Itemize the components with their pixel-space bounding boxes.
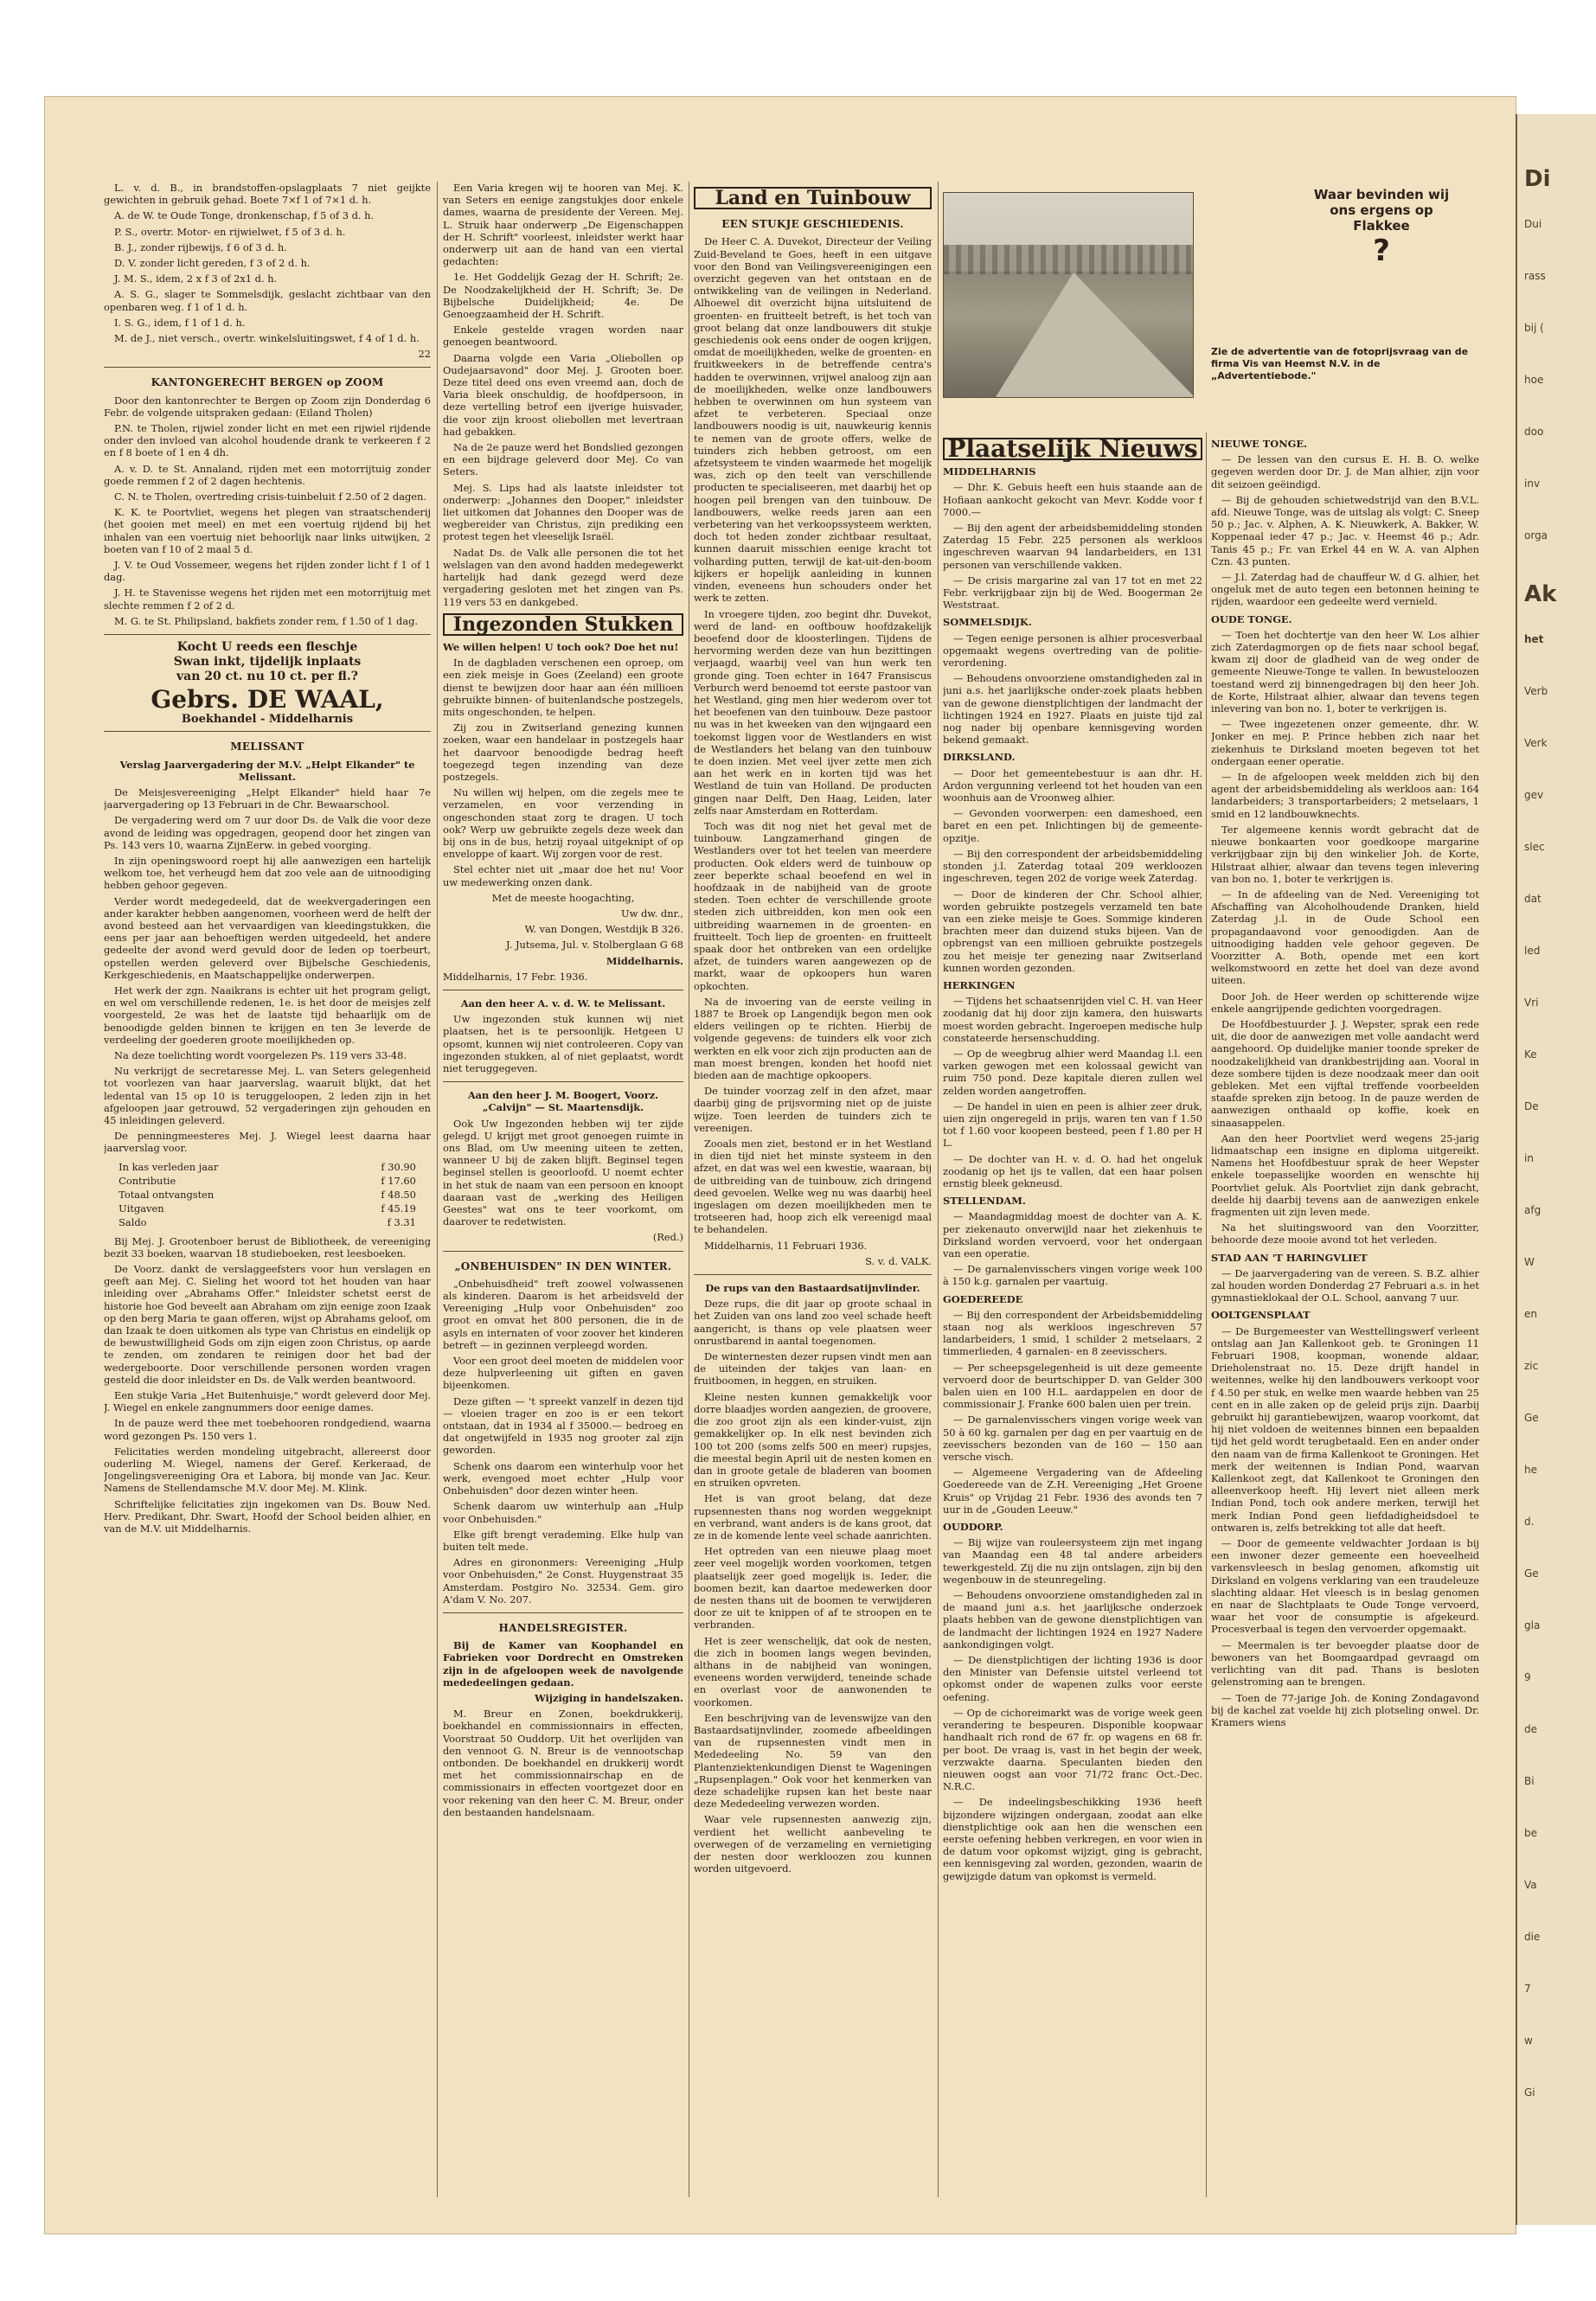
help-letter [443, 657, 683, 888]
edge-text-fragment: gla [1524, 1619, 1541, 1631]
edge-text-fragment: en [1524, 1308, 1537, 1320]
melissant-paragraph: Bij Mej. J. Grootenboer berust de Bibliotheek, de vereeniging bezit 33 boeken, waarvan 18 studieboeken, rest leesboeken. [104, 1234, 431, 1259]
melissant-paragraph: In zijn openingswoord roept hij alle aanwezigen een hartelijk welkom toe, het verheugd hem dat zoo vele aan de uitnoodiging hebben gehoor gegeven. [104, 854, 431, 892]
edge-text-fragment: zic [1524, 1360, 1539, 1372]
news-item: — De handel in uien en peen is alhier zeer druk, uien zijn ongeregeld in prijs, waren ten van f 1.50 tot f 1.60 voor koopeen besteed, peen f 1.80 per H L. [943, 1099, 1202, 1150]
edge-text-fragment: slec [1524, 841, 1545, 853]
edge-text-fragment: Di [1524, 166, 1551, 192]
court-ruling: B. J., zonder rijbewijs, f 6 of 3 d. h. [114, 240, 287, 253]
news-item: — Gevonden voorwerpen: een dameshoed, een baret en een pet. Inlichtingen bij de gemeente-opzitje. [943, 807, 1202, 844]
news-item: — Maandagmiddag moest de dochter van A. K. per ziekenauto onverwijld naar het ziekenhuis te Dirksland worden vervoerd, voor het ondergaan van een operatie. [943, 1210, 1202, 1259]
letter-signature: J. Jutsema, Jul. v. Stolberglaan G 68 [506, 939, 683, 952]
edge-text-fragment: hoe [1524, 374, 1544, 386]
edge-text-fragment: doo [1524, 426, 1544, 438]
finance-row [117, 1215, 418, 1229]
edge-text-fragment: orga [1524, 529, 1548, 542]
edge-text-fragment: afg [1524, 1204, 1542, 1216]
edge-text-fragment: Vri [1524, 997, 1539, 1009]
editor-signature: (Red.) [652, 1231, 683, 1244]
finance-label: In kas verleden jaar [119, 1160, 219, 1173]
tree-line [944, 245, 1193, 274]
court-rulings-list [104, 182, 431, 344]
court-ruling: J. M. S., idem, 2 x f 3 of 2x1 d. h. [114, 272, 278, 285]
finance-value: f 17.60 [381, 1174, 416, 1187]
edge-text-fragment: 9 [1524, 1671, 1531, 1683]
edge-text-fragment: De [1524, 1100, 1539, 1112]
town-heading: OUDE TONGE. [1211, 612, 1292, 625]
finance-value: f 30.90 [381, 1160, 416, 1173]
edge-text-fragment: gev [1524, 789, 1544, 801]
ink-advertisement [104, 634, 431, 732]
letter-paragraph: Nu willen wij helpen, om die zegels mee te verzamelen, en voor verzending in ongeschonden staat zorg te dragen. U toch ook? Werp uw gebruikte zegels deze week dan bij ons in de bus, hetzij royaal uitgeknipt of op enveloppe of kaart. Wij zorgen voor de rest. [443, 786, 683, 861]
edge-text-fragment: die [1524, 1931, 1541, 1943]
news-item: — Bij wijze van rouleersysteem zijn met ingang van Maandag een 48 tal andere arbeiders tewerkgesteld. Zij die nu zijn ontslagen, zijn bij den wegenbouw in de steunregeling. [943, 1536, 1202, 1586]
divider [443, 1081, 683, 1082]
article-paragraph: Schenk ons daarom een winterhulp voor het werk, evengoed moet echter „Hulp voor Onbehuisden" door dezen winter heen. [443, 1459, 683, 1497]
melissant-paragraph: Een stukje Varia „Het Buitenhuisje," wordt geleverd door Mej. J. Wiegel en enkele zangnummers door eenige dames. [104, 1389, 431, 1414]
court-ruling: M. de J., niet versch., overtr. winkelsluitingswet, f 4 of 1 d. h. [114, 332, 420, 345]
edge-text-fragment: Va [1524, 1879, 1537, 1891]
edge-text-fragment: d. [1524, 1516, 1535, 1528]
finance-row [117, 1202, 418, 1215]
article-paragraph: Adres en girononmers: Vereeniging „Hulp voor Onbehuisden," 2e Const. Huygenstraat 35 Amsterdam. Postgiro No. 32534. Gem. giro A'dam V. No. 207. [443, 1556, 683, 1606]
news-item: — De dienstplichtigen der lichting 1936 is door den Minister van Defensie uitstel verleend tot opkomst onder de wapenen zulks voor eerste oefening. [943, 1654, 1202, 1703]
edge-text-fragment: led [1524, 945, 1541, 957]
article-paragraph: In vroegere tijden, zoo begint dhr. Duvekot, werd de land- en ooftbouw hoofdzakelijk beoefend door de kloosterlingen. Tijdens de hervorming werden deze van hun bezittingen verjaagd, waarbij veel van hun werk ten gronde ging. Toen echter in 1647 Fransiscus Verburch werd benoemd tot eerste pastoor van het Westland, ging men hier wederom over tot het beoefenen van den tuinbouw. Deze pastoor nu was in het kweeken van den wijngaard een toekomst liggen voor de Westlanders en wist de Westlanders het belang van den tuinbouw te doen inzien. Met veel ijver zette men zich aan het werk en in korten tijd was het Westland de tuin van Holland. De producten gingen naar Delft, Den Haag, Leiden, later zelfs naar Amsterdam en Rotterdam. [694, 607, 932, 817]
article-paragraph: Kleine nesten kunnen gemakkelijk voor dorre blaadjes worden aangezien, de groovere, die zoo groot zijn als een kinder-vuist, zijn gemakkelijker op. In elk nest bevinden zich 100 tot 200 (soms zelfs 500 en meer) rupsjes, die meestal begin April uit de nesten komen en dan in groote getale de bladeren van boomen en struiken opvreten. [694, 1390, 932, 1490]
news-item: — Bij den correspondent der Arbeidsbemiddeling staan nog als werkloos ingeschreven 57 landarbeiders, 1 smid, 1 schilder 2 metselaars, 2 timmerlieden, 4 garnalen- en 8 zeevisschers. [943, 1308, 1202, 1358]
news-item: — De garnalenvisschers vingen vorige week van 50 à 60 kg. garnalen per dag en per vaartuig en de zeevisschers bezonden van de 160 — 150 aan versche visch. [943, 1413, 1202, 1464]
local-news-sections [943, 465, 1202, 1882]
melissant-paragraph: Verder wordt medegedeeld, dat de weekvergaderingen een ander karakter hebben aangenomen, voorheen werd de helft der avond besteed aan het vervaardigen van kleedingstukken, die eens per jaar aan behoeftigen werden uitgedeeld, het andere gedeelte der avond werd gevuld door de leden op toerbeurt, opstellen werden geleverd over Bijbelsche Geschiedenis, Kerkgeschiedenis, en Maatschappelijke onderwerpen. [104, 894, 431, 981]
divider [443, 1251, 683, 1252]
article-paragraph: De tuinder voorzag zelf in den afzet, maar daarbij ging de prijsvorming niet op de juiste wijze. Toen leerden de tuinders zich te vereenigen. [694, 1085, 932, 1134]
reply-text: Ook Uw Ingezonden hebben wij ter zijde gelegd. U krijgt met groot genoegen ruimte in ons Blad, om Uw meening uiteen te zetten, wanneer U bij de zaken blijft. Beginsel tegen beginsel stellen is geoorloofd. U noemt echter in het stuk de naam van een persoon en knoopt daaraan vast de „werking des Heiligen Geestes" wat ons te teer voorkomt, om daarover te redetwisten. [443, 1117, 683, 1228]
article-paragraph: 1e. Het Goddelijk Gezag der H. Schrift; 2e. De Noodzakelijkheid der H. Schrift; 3e. De Bijbelsche Duidelijkheid; 4e. De Genoegzaamheid der H. Schrift. [443, 271, 683, 321]
edge-text-fragment: Gi [1524, 2086, 1535, 2099]
land-tuinbouw-heading: Land en Tuinbouw [694, 187, 932, 209]
news-item: — De Burgemeester van Westtellingswerf verleent ontslag aan Jan Kallenkoot geb. te Groningen 11 Februari 1908, koopman, wonende aldaar, Drieholenstraat no. 15. Deze drijft handel in weitennes, welke hij den landbouwers verkoopt voor f 4.50 per stuk, en welke men waarde hebben van 25 cent en in alle zaken op de geleid prijs zijn. Daarbij gebruikt hij garantiebewijzen, waarop voorkomt, dat hij niet voldoen de weitennes binnen een bepaalden tijd het geld wordt terugbetaald. Een en ander onder den naam van de firma Kallenkoot te Groningen. Het merk der weitennen is Indian Pond, waarvan Kallenkoot zegt, dat Kallenkoot te Groningen den alleenverkoop heeft. Hij levert niet alleen merk Indian Pond, toch ook andere merken, terwijl het merk Indian Pond geen liefdadigheidsdoel te ontwaren is, zelfs betrekking tot alle dat heeft. [1211, 1324, 1479, 1534]
ingezonden-heading: Ingezonden Stukken [443, 613, 683, 636]
letter-date: Middelharnis, 17 Febr. 1936. [443, 970, 588, 983]
article-paragraph: De winternesten dezer rupsen vindt men aan de uiteinden der takjes van laan- en fruitboomen, in heggen, en struiken. [694, 1350, 932, 1388]
melissant-article [104, 786, 431, 1155]
article-paragraph: Het is van groot belang, dat deze rupsennesten thans nog worden weggeknipt en verbrand, want anders is de kans groot, dat ze in de komende lente veel schade aanrichten. [694, 1492, 932, 1541]
melissant-article-cont [104, 1235, 431, 1535]
news-item: — Toen het dochtertje van den heer W. Los alhier zich Zaterdagmorgen op de fiets naar school begaf, kwam zij door de gladheid van de weg onder de gemeente Nieuwe-Tonge te vallen. In bewusteloozen toestand werd zij binnengedragen bij den heer Joh. de Korte, Hilstraat alhier, alwaar dan tevens tegen inlevering van bon no. 1, boter te verkrijgen is. [1211, 628, 1479, 715]
column-5 [1211, 433, 1479, 2197]
question-line: Flakkee [1353, 218, 1410, 234]
column-2 [443, 182, 683, 2197]
melissant-paragraph: De penningmeesteres Mej. J. Wiegel leest daarna haar jaarverslag voor. [104, 1130, 431, 1155]
town-heading: OOLTGENSPLAAT [1211, 1309, 1311, 1322]
news-item: Ter algemeene kennis wordt gebracht dat de nieuwe bonkaarten voor goedkoope margarine verkrijgbaar zijn bij den winkelier Joh. de Korte, Hilstraat alhier, alwaar dan tevens tegen inlevering van bon no. 1, boter te verkrijgen is. [1211, 823, 1479, 885]
town-heading: DIRKSLAND. [943, 751, 1016, 764]
photo-caption: Zie de advertentie van de fotoprijsvraag van de firma Vis van Heemst N.V. in de „Advertentiebode." [1211, 346, 1469, 381]
article-paragraph: Schenk daarom uw winterhulp aan „Hulp voor Onbehuisden." [443, 1500, 683, 1525]
rups-heading: De rups van den Bastaardsatijnvlinder. [705, 1282, 920, 1295]
kanton-paragraph: K. K. te Poortvliet, wegens het plegen van straatschenderij (het gooien met meel) en met een voertuig rijdend bij het inhalen van een voertuig niet behoorlijk naar links uitwijken, 2 boeten van f 10 of 2 maal 5 d. [104, 506, 431, 555]
divider [104, 367, 431, 368]
column-4 [943, 433, 1202, 2197]
finance-label: Totaal ontvangsten [119, 1189, 215, 1201]
news-item: — Algemeene Vergadering van de Afdeeling Goedereede van de Z.H. Vereeniging „Het Groene Kruis" op Vrijdag 21 Febr. 1936 des avonds ten 7 uur in de „Gouden Leeuw." [943, 1466, 1202, 1516]
article-paragraph: Nadat Ds. de Valk alle personen die tot het welslagen van den avond hadden medegewerkt hartelijk had dank gezegd werd deze vergadering gesloten met het zingen van Ps. 119 vers 53 en dankgebed. [443, 546, 683, 608]
question-line: ons ergens op [1330, 202, 1433, 218]
town-heading: SOMMELSDIJK. [943, 616, 1032, 629]
finance-row [117, 1188, 418, 1202]
melissant-paragraph: De vergadering werd om 7 uur door Ds. de Valk die voor deze avond de leiding was opgedragen, geopend door het zingen van Ps. 143 vers 10, waarna ZijnEerw. in gebed voorging. [104, 814, 431, 851]
news-item: — Tijdens het schaatsenrijden viel C. H. van Heer zoodanig dat hij door zijn kamera, den huiswarts moest worden gebracht. Ingeroepen medische hulp constateerde hersenschudding. [943, 995, 1202, 1044]
news-item: — Tegen eenige personen is alhier procesverbaal opgemaakt wegens overtreding van de politie-verordening. [943, 631, 1202, 670]
reply-heading: Aan den heer A. v. d. W. te Melissant. [460, 997, 666, 1009]
finance-label: Uitgaven [119, 1202, 164, 1215]
court-ruling: A. de W. te Oude Tonge, dronkenschap, f 5 of 3 d. h. [114, 209, 375, 222]
article-signature: 22 [418, 348, 431, 361]
edge-text-fragment: het [1524, 633, 1544, 645]
news-item: — Door de gemeente veldwachter Jordaan is bij een inwoner dezer gemeente een hoeveelheid varkensvleesch in beslag genomen, afkomstig uit Dirksland en volgens verklaring van een traudeleuze slachting aldaar. Het vleesch is in beslag genomen en naar de Slachtplaats te Oude Tonge vervoerd, waar het voor de consumptie is afgekeurd. Procesverbaal is tegen den vervoerder opgemaakt. [1211, 1537, 1479, 1636]
news-item: — Per scheepsgelegenheid is uit deze gemeente vervoerd door de beurtschipper D. van Gelder 300 balen uien en 100 H.L. aardappelen en door de commissionair J. Franke 600 balen uien per trein. [943, 1361, 1202, 1411]
kanton-paragraph: A. v. D. te St. Annaland, rijden met een motorrijtuig zonder goede remmen f 2 of 2 dagen hechtenis. [104, 462, 431, 487]
article-paragraph: Deze giften — 't spreekt vanzelf in dezen tijd — vloeien trager en zoo is er een tekort ontstaan, dat in 1934 al f 35000.— bedroeg en dat ongetwijfeld in 1935 nog grooter zal zijn geworden. [443, 1394, 683, 1457]
finance-value: f 3.31 [387, 1216, 416, 1229]
handel-text: M. Breur en Zonen, boekdrukkerij, boekhandel en commissionnairs in effecten, Voorstraat 50 Ouddorp. Uit het overlijden van den vennoot G. N. Breur is de vennootschap ontbonden. De boekhandel en drukkerij wordt met het commissionnairschap en de commissionairs in effecten voortgezet door en voor rekening van den heer C. M. Breur, onder den bestaanden handelsnaam. [443, 1708, 683, 1818]
edge-text-fragment: rass [1524, 270, 1546, 282]
letter-signature: W. van Dongen, Westdijk B 326. [524, 923, 683, 936]
article-paragraph: Het optreden van een nieuwe plaag moet zeer veel mogelijk worden voorkomen, tetgen plaatselijk zeer goed mogelijk is. Ieder, die boomen bezit, kan daartoe medewerken door de nesten thans uit de boomen te verwijderen door ze uit te knippen of af te stroopen en te verbranden. [694, 1545, 932, 1631]
onbehuisden-article [443, 1278, 683, 1606]
court-ruling: P. S., overtr. Motor- en rijwielwet, f 5 of 3 d. h. [114, 225, 346, 238]
news-item: De Hoofdbestuurder J. J. Wepster, sprak een rede uit, die door de aanwezigen met volle aandacht werd aangehoord. Op duidelijke manier toonde spreker de noodzakelijkheid van drankbestrijding aan. Vooral in deze sombere tijden is deze noodzaak meer dan ooit gebleken. Met een vijftal treffende voorbeelden staafde spreken zijn betoog. In de pauze werden de aanwezigen onthaald op koffie, koek en sinaasappelen. [1211, 1017, 1479, 1129]
edge-text-fragment: Ge [1524, 1567, 1539, 1580]
edge-text-fragment: Verb [1524, 685, 1548, 697]
town-heading: NIEUWE TONGE. [1211, 438, 1307, 450]
news-item: — De garnalenvisschers vingen vorige week 100 à 150 k.g. garnalen per vaartuig. [943, 1263, 1202, 1288]
kanton-paragraph: Door den kantonrechter te Bergen op Zoom zijn Donderdag 6 Febr. de volgende uitspraken gedaan: (Eiland Tholen) [104, 394, 431, 419]
news-item: Na het sluitingswoord van den Voorzitter, behoorde deze mooie avond tot het verleden. [1211, 1221, 1479, 1247]
article-paragraph: Na de invoering van de eerste veiling in 1887 te Broek op Langendijk begon men ook elders veilingen op te richten. Hierbij de volgende gegevens: de tuinders elk voor zich werkten en elk voor zich zijn producten aan de man moest brengen, konden het hoofd niet bieden aan de machtige opkoopers. [694, 995, 932, 1082]
handel-intro: Bij de Kamer van Koophandel en Fabrieken voor Dordrecht en Omstreken zijn in de afgeloopen week de navolgende mededeelingen gedaan. [443, 1639, 683, 1689]
news-item: — Bij den correspondent der arbeidsbemiddeling stonden j.l. Zaterdag totaal 209 werkloozen ingeschreven, tegen 202 de vorige week Zaterdag. [943, 847, 1202, 885]
kanton-paragraph: J. V. te Oud Vossemeer, wegens het rijden zonder licht f 1 of 1 dag. [104, 559, 431, 584]
land-article [694, 235, 932, 1251]
plaatselijk-heading: Plaatselijk Nieuws [943, 438, 1202, 460]
article-paragraph: Een Varia kregen wij te hooren van Mej. K. van Seters en eenige zangstukjes door enkele dames, waarna de presidente der Vereen. Mej. L. Struik haar onderwerp „De Eigenschappen der H. Schrift" voorleest, inleidster werkt haar onderwerp uit aan de hand van een viertal gedachten: [443, 182, 683, 268]
melissant-paragraph: Felicitaties werden mondeling uitgebracht, allereerst door ouderling M. Wiegel, namens der Geref. Kerkeraad, de Jongelingsvereeniging Ora et Labora, bij monde van Jac. Keur. Namens de Stellendamsche M.V. door Mej. M. Klink. [104, 1445, 431, 1495]
onbehuisden-heading: „ONBEHUISDEN" IN DEN WINTER. [454, 1259, 672, 1272]
melissant-paragraph: In de pauze werd thee met toebehooren rondgediend, waarna word gezongen Ps. 150 vers 1. [104, 1417, 431, 1442]
finance-value: f 48.50 [381, 1189, 416, 1201]
letter-signature: Uw dw. dnr., [621, 907, 683, 920]
finance-row [117, 1160, 418, 1174]
road-shape [996, 272, 1194, 397]
edge-text-fragment: Ge [1524, 1412, 1539, 1424]
court-ruling: D. V. zonder licht gereden, f 3 of 2 d. h. [114, 257, 311, 270]
news-item: — De dochter van H. v. d. O. had het ongeluk zoodanig op het ijs te vallen, dat een haar polsen ernstig bleek gekneusd. [943, 1152, 1202, 1189]
finance-label: Contributie [119, 1174, 176, 1187]
column-3 [694, 182, 932, 2197]
news-item: — Op de cichoreimarkt was de vorige week geen verandering te bespeuren. Disponible koopwaar handhaalt rich rond de 67 fr. op wagens en 68 fr. per boot. De vraag is, vast in het begin der week, verzwakte daarna. Speculanten bieden den nieuwen oogst aan voor 71/72 franc Oct.-Dec. N.R.C. [943, 1706, 1202, 1793]
finance-label: Saldo [119, 1216, 147, 1229]
news-item: — Op de weegbrug alhier werd Maandag l.l. een varken gewogen met een kolossaal gewicht van ruim 750 pond. Deze kapitale dieren zullen wel zelden worden aangetroffen. [943, 1047, 1202, 1097]
finance-table [117, 1160, 418, 1230]
photo-question [1291, 187, 1472, 268]
news-item: — De indeelingsbeschikking 1936 heeft bijzondere wijzingen ondergaan, zoodat aan elke dienstplichtige ook aan hen die wenschen een eerste oefening hebben verkregen, en voor wien in de datum voor opkomst wijzigt, ging is gebracht, een kennisgeving zal worden, gezonden, waarin de gewijzigde datum van opkomst is vermeld. [943, 1796, 1202, 1882]
article-paragraph: Middelharnis, 11 Februari 1936. [704, 1239, 868, 1252]
ad-line: Kocht U reeds een fleschje [176, 640, 358, 655]
news-item: Door Joh. de Heer werden op schitterende wijze enkele aangrijpende gedichten voorgedragen. [1211, 990, 1479, 1015]
adjacent-page-edge [1516, 114, 1596, 2225]
court-ruling: L. v. d. B., in brandstoffen-opslagplaats 7 niet geijkte gewichten in gebruik gehad. Boete 7×f 1 of 7×1 d. h. [104, 182, 431, 207]
article-paragraph: Na de 2e pauze werd het Bondslied gezongen en een bijdrage geleverd door Mej. Co van Seters. [443, 441, 683, 478]
article-paragraph: Enkele gestelde vragen worden naar genoegen beantwoord. [443, 324, 683, 349]
melissant-paragraph: De Meisjesvereeniging „Helpt Elkander" hield haar 7e jaarvergadering op 13 Februari in de Chr. Bewaarschool. [104, 785, 431, 811]
edge-text-fragment: bij ( [1524, 322, 1544, 334]
edge-text-fragment: w [1524, 2035, 1533, 2047]
column-rule [938, 182, 939, 2197]
article-signature: S. v. d. VALK. [865, 1254, 932, 1267]
kanton-paragraph: J. H. te Stavenisse wegens het rijden met een motorrijtuig met slechte remmen f 2 of 2 d. [104, 586, 431, 612]
column-rule [437, 182, 438, 2197]
news-item: — Bij den agent der arbeidsbemiddeling stonden Zaterdag 15 Febr. 225 personen als werkloos ingeschreven waarvan 94 landarbeiders, en 131 personen van verschillende vakken. [943, 522, 1202, 571]
news-item: — Bij de gehouden schietwedstrijd van den B.V.L. afd. Nieuwe Tonge, was de uitslag als volgt: C. Sneep 50 p.; Jac. v. Alphen, A. K. Nieuwkerk, A. Bakker, W. Koppenaal ieder 47 p.; Jac. v. Heemst 46 p.; Adr. Tanis 45 p.; Fr. van Erkel 44 en W. A. van Alphen Czn. 43 punten. [1211, 493, 1479, 567]
ad-brand: Gebrs. DE WAAL, [151, 685, 384, 715]
melissant-subheading: Verslag Jaarvergadering der M.V. „Helpt Elkander" te Melissant. [119, 758, 415, 783]
question-line: Waar bevinden wij [1313, 187, 1450, 202]
melissant-paragraph: Na deze toelichting wordt voorgelezen Ps. 119 vers 33-48. [114, 1048, 407, 1061]
article-paragraph: Een beschrijving van de levenswijze van den Bastaardsatijnvlinder, zoomede afbeeldingen van de rupsennesten vindt men in Mededeeling No. 59 van den Plantenziektenkundigen Dienst te Wageningen „Rupsenplagen." Ook voor het kenmerken van deze schadelijke rupsen kan het beste naar deze Mededeeling verwezen worden. [694, 1711, 932, 1811]
column-1 [104, 182, 431, 2197]
handel-heading: HANDELSREGISTER. [498, 1621, 628, 1634]
news-item: Aan den heer Poortvliet werd wegens 25-jarig lidmaatschap een insigne en diploma uitgereikt. Namens het Hoofdbestuur sprak de heer Wepster enkele toepasselijke woorden en wenschte hij Poortvliet geluk. Als Poortvliet zijn dank gebracht, deelde hij daarbij tevens aan de aanwezigen enkele fragmenten uit zijn leven mede. [1211, 1131, 1479, 1218]
news-item: — Dhr. K. Gebuis heeft een huis staande aan de Hofiaan aankocht gekocht van Mevr. Kodde voor f 7000.— [943, 481, 1202, 518]
article-paragraph: Toch was dit nog niet het geval met de tuinbouw. Langzamerhand gingen de Westlanders over tot het teelen van meerdere producten. Ook elders werd de tuinbouw op zeer beperkte schaal beoefend en wel in hoofdzaak in de nabijheid van de groote steden. Toen echter de verschillende groote steden zich uitbreidden, kon men ook een uitbreiding waarnemen in de groenten- en fruitteelt. Toch liep de groenten- en fruitteelt spaak door het ontbreken van een ordelijke afzet, de tuinders waren aangewezen op de markt, waar de opkoopers hun waren opkochten. [694, 819, 932, 992]
land-subheading: EEN STUKJE GESCHIEDENIS. [721, 218, 904, 231]
letter-paragraph: Stel echter niet uit „maar doe het nu! Voor uw medewerking onzen dank. [443, 863, 683, 888]
news-item: — J.l. Zaterdag had de chauffeur W. d G. alhier, het ongeluk met de auto tegen een betonnen heining te rijden, waardoor een gedeelte werd vernield. [1211, 571, 1479, 608]
melissant-paragraph: Nu verkrijgt de secretaresse Mej. L. van Seters gelegenheid tot voorlezen van haar jaarverslag, waaruit blijkt, dat het ledental van 15 op 10 is teruggeloopen, 2 leden zijn in het afgeloopen jaar getrouwd, 52 vergaderingen zijn gehouden en 45 inleidingen geleverd. [104, 1065, 431, 1126]
divider [443, 1612, 683, 1613]
edge-text-fragment: de [1524, 1723, 1537, 1735]
edge-text-fragment: dat [1524, 893, 1542, 905]
ad-line: Swan inkt, tijdelijk inplaats [173, 655, 362, 670]
ad-line: van 20 ct. nu 10 ct. per fl.? [176, 670, 358, 684]
edge-text-fragment: Dui [1524, 218, 1542, 230]
kanton-paragraph: P.N. te Tholen, rijwiel zonder licht en met een rijwiel rijdende onder den invloed van alcohol houdende drank te verkeeren f 2 en f 8 boete of 1 en 4 dh. [104, 422, 431, 459]
finance-row [117, 1174, 418, 1188]
news-item: — Toen de 77-jarige Joh. de Koning Zondagavond bij de kachel zat voelde hij zich plotseling onwel. Dr. Kramers wiens [1211, 1691, 1479, 1728]
court-ruling: A. S. G., slager te Sommelsdijk, geslacht zichtbaar van den openbaren weg. f 1 of 1 d. h. [104, 288, 431, 313]
news-item: — Door het gemeentebestuur is aan dhr. H. Ardon vergunning verleend tot het houden van een woonhuis aan de Vroonweg alhier. [943, 766, 1202, 804]
edge-text-fragment: be [1524, 1827, 1537, 1839]
court-ruling: I. S. G., idem, f 1 of 1 d. h. [114, 316, 246, 329]
reply-heading: Aan den heer J. M. Boogert, Voorz. „Calvijn" — St. Maartensdijk. [467, 1089, 659, 1114]
melissant-article-cont [443, 182, 683, 608]
letter-paragraph: Zij zou in Zwitserland genezing kunnen zoeken, waar een handelaar in postzegels haar het daarvoor benoodigde bedrag heeft toegezegd tegen inzending van deze postzegels. [443, 721, 683, 783]
article-paragraph: Voor een groot deel moeten de middelen voor deze hulpverleening uit giften en gaven bijeenkomen. [443, 1355, 683, 1392]
edge-text-fragment: he [1524, 1464, 1537, 1476]
article-paragraph: Waar vele rupsennesten aanwezig zijn, verdient het wellicht aanbeveling te overwegen of de verzameling en vernietiging der nesten door werkloozen zou kunnen worden uitgevoerd. [694, 1813, 932, 1875]
article-paragraph: „Onbehuisdheid" treft zoowel volwassenen als kinderen. Daarom is het arbeidsveld der Vereeniging „Hulp voor Onbehuisden" zoo groot en omvat het 800 personen, die in de asyls en internaten of voor zoover het kinderen betreft — in gezinnen verpleegd worden. [443, 1277, 683, 1351]
rups-article [694, 1298, 932, 1875]
town-heading: MIDDELHARNIS [943, 465, 1036, 478]
ad-subline: Boekhandel - Middelharnis [181, 713, 354, 727]
divider [694, 1274, 932, 1275]
town-heading: STELLENDAM. [943, 1195, 1026, 1208]
edge-text-fragment: in [1524, 1152, 1534, 1164]
news-item: — Door de kinderen der Chr. School alhier, worden gebruikte postzegels verzameld ten bate van een zieke meisje te Goes. Sommige kinderen brachten meer dan duizend stuks bijeen. Van de opbrengst van een millioen gebruikte postzegels zou het meisje ter genezing naar Zwitserland kunnen worden gezonden. [943, 888, 1202, 974]
road-photograph [943, 192, 1194, 398]
article-paragraph: Het is zeer wenschelijk, dat ook de nesten, die zich in boomen langs wegen bevinden, althans in de nabijheid van woningen, eveneens worden verwijderd, teneinde schade en overlast voor de aanwonenden te voorkomen. [694, 1634, 932, 1708]
local-news-sections [1211, 438, 1479, 1728]
news-item: — Meermalen is ter bevoegder plaatse door de bewoners van het Boomgaardpad gevraagd om verlichting van dit pad. Thans is besloten gelenstroming aan te brengen. [1211, 1638, 1479, 1689]
news-item: — De lessen van den cursus E. H. B. O. welke gegeven werden door Dr. J. de Man alhier, zijn voor dit seizoen geëindigd. [1211, 453, 1479, 490]
news-item: — Behoudens onvoorziene omstandigheden zal in juni a.s. het jaarlijksche onder-zoek plaats hebben van de gewone dienstplichtigen der landmacht der lichtingen 1924 en 1927. Plaats en juiste tijd zal nog nader bij openbare kennisgeving worden bekend gemaakt. [943, 672, 1202, 747]
melissant-heading: MELISSANT [230, 740, 304, 753]
edge-text-fragment: 7 [1524, 1983, 1531, 1995]
letter-signature: Middelharnis. [606, 954, 683, 967]
town-heading: STAD AAN 'T HARINGVLIET [1211, 1251, 1368, 1264]
article-paragraph: Elke gift brengt verademing. Elke hulp van buiten telt mede. [443, 1528, 683, 1553]
kanton-heading: KANTONGERECHT BERGEN op ZOOM [151, 376, 384, 389]
article-paragraph: De Heer C. A. Duvekot, Directeur der Veiling Zuid-Beveland te Goes, heeft in een uitgave voor den Bond van Veilingsvereenigingen een overzicht gegeven van het ontstaan en de ontwikkeling van de veilingen in Nederland. Alhoewel dit overzicht bijna uitsluitend de groenten- en fruitteelt betreft, is het toch van groot belang dat onze landbouwers dit stukje geschiedenis ook eens onder de oogen krijgen, omdat de moeilijkheden, welke de groenten- en fruitkweekers in de betreffende centra's hadden te overwinnen, vrijwel analoog zijn aan de moeilijkheden, welke onze landbouwers hebben te overwinnen om hun systeem van afzet te verbeteren. Speciaal onze landbouwers noodig is uit, nauwkeurig kennis te nemen van de groote offers, welke de tuinders zich hebben getroost, om een afzetsysteem te vinden waarmede het mogelijk was, zich op den teelt van verschillende producten te specialiseeren, met daarbij het op hoogen peil brengen van den tuinbouw. De landbouwers, welke reeds jaren aan een verbetering van het verkoopssysteem werkten, doch tot heden zonder zichtbaar resultaat, kunnen daaruit misschien eenige kracht tot volharding putten, terwijl de kat-uit-den-boom kijkers er hopelijk aanleiding in kunnen vinden, eveneens hun schouders onder het werk te zetten. [694, 235, 932, 605]
melissant-paragraph: De Voorz. dankt de verslaggeefsters voor hun verslagen en geeft aan Mej. C. Sieling het woord tot het houden van haar inleiding over „Abrahams Offer." Inleidster schetst eerst de historie hoe God beveelt aan Abraham om zijn eenige zoon Izaak op den berg Maria te gaan offeren, wijst op Abrahams geloof, om dan Izaak te doen uitkomen als type van Christus en eindelijk op de bewustwilligheid Gods om zijn eigen zoon Christus, op aarde te zenden, om zondaren te reinigen door het bad der wedergeboorte. Door verschillende personen worden vragen gesteld die door inleidster en Ds. de Valk werden beantwoord. [104, 1263, 431, 1386]
handel-subheading: Wijziging in handelszaken. [534, 1691, 683, 1704]
news-item: — De jaarvergadering van de vereen. S. B.Z. alhier zal houden worden Donderdag 27 Februari a.s. in het gymnastieklokaal der O.L. School, aanvang 7 uur. [1211, 1266, 1479, 1304]
help-heading: We willen helpen! U toch ook? Doe het nu! [443, 640, 679, 653]
article-paragraph: Zooals men ziet, bestond er in het Westland in dien tijd niet het minste systeem in den afzet, en dat was wel een kwestie, waaraan, bij de uitbreiding van de tuinbouw, zich dringend deed gevoelen. Welke weg nu was daarbij heel ingeslagen om dezen moeilijkheden men te trotseeren had, hoop zich elk vereenigd maal te behandelen. [694, 1138, 932, 1236]
edge-text-fragment: Ke [1524, 1048, 1537, 1061]
edge-text-fragment: inv [1524, 478, 1541, 490]
kanton-article [104, 394, 431, 627]
melissant-paragraph: Het werk der zgn. Naaikrans is echter uit het program geligt, en wel om verschillende redenen, 1e. is het door de meisjes zelf voorgesteld, 2e was het de laatste tijd behaarlijk om de benoodigde gelden binnen te krijgen en ten 3e leverde de verdeeling der goederen groote moeilijkheden op. [104, 984, 431, 1046]
question-mark: ? [1373, 234, 1390, 268]
reply-text: Uw ingezonden stuk kunnen wij niet plaatsen, het is te persoonlijk. Hetgeen U opsomt, kunnen wij niet controleeren. Copy van ingezonden stukken, al of niet geplaatst, wordt niet teruggegeven. [443, 1013, 683, 1074]
town-heading: HERKINGEN [943, 978, 1016, 991]
letter-greeting: Met de meeste hoogachting, [491, 891, 635, 904]
edge-text-fragment: Bi [1524, 1775, 1535, 1787]
news-item: — Behoudens onvoorziene omstandigheden zal in de maand juni a.s. het jaarlijksche onderzoek plaats hebben van de gewone dienstplichtigen van de landmacht der lichtingen 1924 en 1927 Nadere aankondigingen volgt. [943, 1589, 1202, 1650]
news-item: — In de afgeloopen week meldden zich bij den agent der arbeidsbemiddeling als werkloos aan: 164 landarbeiders; 3 transportarbeiders; 2 metselaars, 1 smid en 12 landbouwknechts. [1211, 771, 1479, 820]
finance-value: f 45.19 [381, 1202, 416, 1215]
news-item: — De crisis margarine zal van 17 tot en met 22 Febr. verkrijgbaar zijn bij de Wed. Boogerman 2e Weststraat. [943, 574, 1202, 612]
melissant-paragraph: Schriftelijke felicitaties zijn ingekomen van Ds. Bouw Ned. Herv. Predikant, Dhr. Swart, Hoofd der School beiden alhier, en van de M.V. uit Middelharnis. [104, 1497, 431, 1535]
news-item: — In de afdeeling van de Ned. Vereeniging tot Afschaffing van Alcoholhoudende Dranken, hield Zaterdag j.l. in de Oude School een propagandaavond voor genoodigden. Aan de uitnoodiging hadden vele gehoor gegeven. De Voorzitter A. Both, opende met een kort welkomstwoord en zette het doel van deze avond uiteen. [1211, 888, 1479, 987]
news-item: — Twee ingezetenen onzer gemeente, dhr. W. Jonker en mej. P. Prince hebben zich naar het ziekenhuis te Dirksland moeten begeven tot het ondergaan eener operatie. [1211, 718, 1479, 767]
kanton-paragraph: M. G. te St. Philipsland, bakfiets zonder rem, f 1.50 of 1 dag. [114, 614, 419, 627]
town-heading: GOEDEREEDE [943, 1292, 1023, 1305]
column-rule [1206, 433, 1207, 2197]
article-paragraph: Daarna volgde een Varia „Oliebollen op Oudejaarsavond" door Mej. J. Grooten boer. Deze titel deed ons even vreemd aan, doch de Varia bleek onschuldig, de hoofdpersoon, in deze vertelling betrof een ijverige huisvader, die voor zijn kroost oliebollen met levertraan had gebakken. [443, 351, 683, 438]
town-heading: OUDDORP. [943, 1521, 1003, 1534]
edge-text-fragment: W [1524, 1256, 1535, 1268]
edge-text-fragment: Verk [1524, 737, 1548, 749]
kanton-paragraph: C. N. te Tholen, overtreding crisis-tuinbeluit f 2.50 of 2 dagen. [114, 490, 426, 503]
article-paragraph: Deze rups, die dit jaar op groote schaal in het Zuiden van ons land zoo veel schade heeft aangericht, is thans op vele plaatsen weer onrustbarend in aantal toegenomen. [694, 1298, 932, 1347]
edge-text-fragment: Ak [1524, 581, 1557, 607]
letter-paragraph: In de dagbladen verschenen een oproep, om een ziek meisje in Goes (Zeeland) een groote dienst te bewijzen door haar aan één millioen gebruikte binnen- of buitenlandsche postzegels, mits ongeschonden, te helpen. [443, 657, 683, 718]
article-paragraph: Mej. S. Lips had als laatste inleidster tot onderwerp: „Johannes den Dooper," inleidster liet uitkomen dat Johannes den Dooper was de wegbereider van Christus, zijn prediking een protest tegen het vleeselijk Israël. [443, 481, 683, 543]
